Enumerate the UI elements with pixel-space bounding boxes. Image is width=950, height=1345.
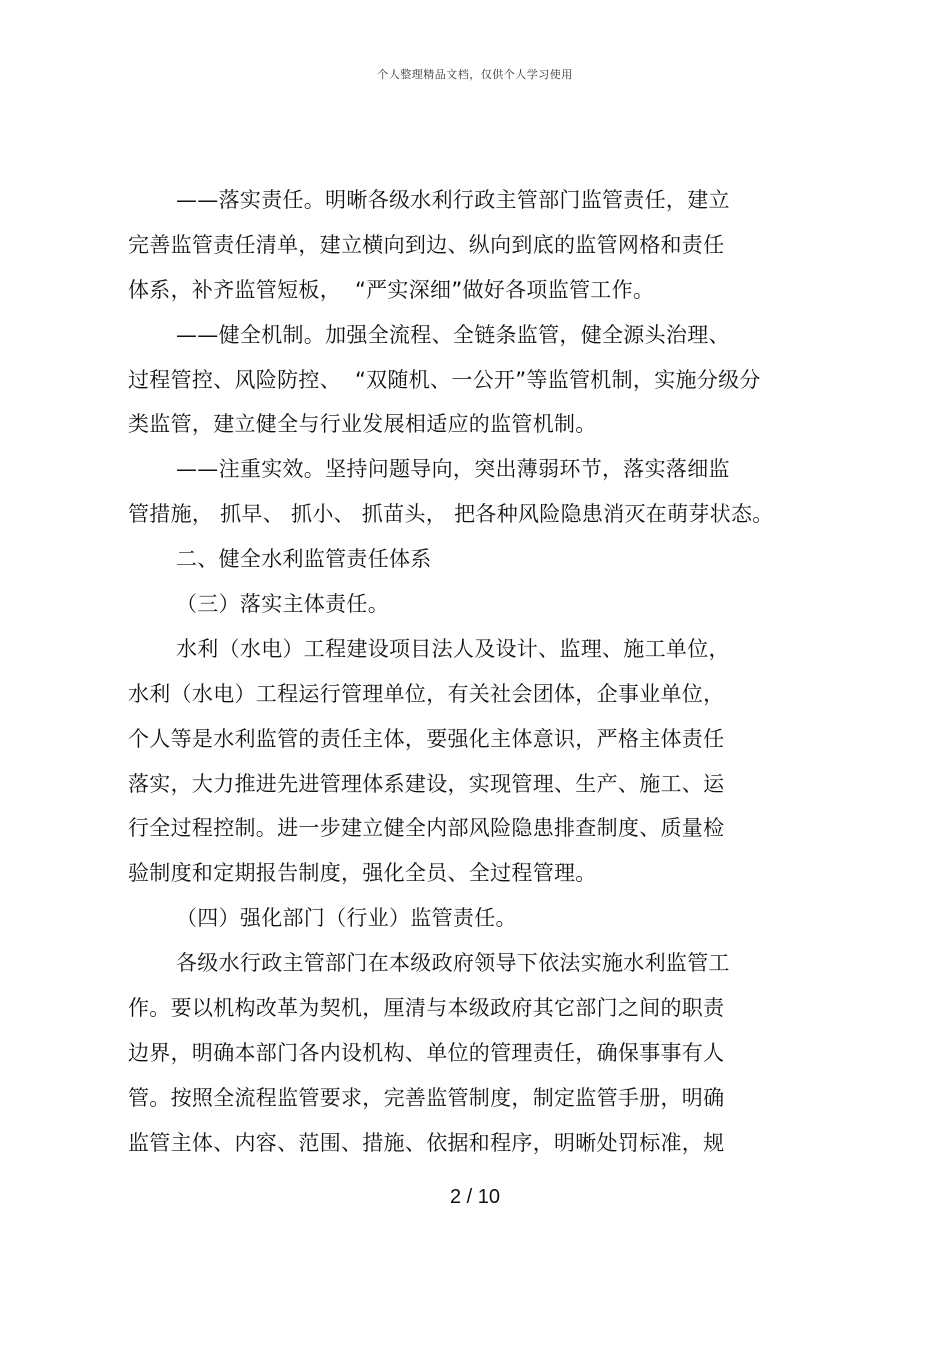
- paragraph-line: 行全过程控制。进一步建立健全内部风险隐患排查制度、质量检: [128, 816, 725, 841]
- document-body: [128, 178, 828, 1166]
- paragraph-line: 管。按照全流程监管要求，完善监管制度，制定监管手册，明确: [128, 1085, 725, 1110]
- paragraph-line: 完善监管责任清单，建立横向到边、纵向到底的监管网格和责任: [128, 232, 725, 257]
- paragraph-line: 监管主体、内容、范围、措施、依据和程序，明晰处罚标准，规: [128, 1130, 725, 1155]
- paragraph-line: 水利（水电）工程运行管理单位，有关社会团体，企事业单位，: [128, 681, 725, 706]
- paragraph-line: ——健全机制。加强全流程、全链条监管，健全源头治理、: [176, 322, 730, 347]
- subsection-heading: （三）落实主体责任。: [176, 592, 389, 617]
- paragraph-line: 边界，明确本部门各内设机构、单位的管理责任，确保事事有人: [128, 1040, 725, 1065]
- paragraph-line: 落实，大力推进先进管理体系建设，实现管理、生产、施工、运: [128, 771, 725, 796]
- paragraph-line: 水利（水电）工程建设项目法人及设计、监理、施工单位，: [176, 636, 730, 661]
- page-number: 2 / 10: [449, 1186, 501, 1208]
- paragraph-line: 个人等是水利监管的责任主体，要强化主体意识，严格主体责任: [128, 726, 725, 751]
- paragraph-line: 作。要以机构改革为契机，厘清与本级政府其它部门之间的职责: [128, 996, 725, 1021]
- paragraph-line: 体系，补齐监管短板， “严实深细”做好各项监管工作。: [128, 277, 655, 302]
- subsection-heading: （四）强化部门（行业）监管责任。: [176, 906, 517, 931]
- paragraph-line: ——落实责任。明晰各级水利行政主管部门监管责任，建立: [176, 188, 730, 212]
- paragraph-line: 过程管控、风险防控、 “双随机、一公开”等监管机制，实施分级分: [128, 367, 761, 392]
- section-heading: 二、健全水利监管责任体系: [176, 547, 432, 572]
- paragraph-line: 各级水行政主管部门在本级政府领导下依法实施水利监管工: [176, 951, 730, 976]
- paragraph-line: 类监管，建立健全与行业发展相适应的监管机制。: [128, 412, 597, 437]
- paragraph-line: ——注重实效。坚持问题导向，突出薄弱环节，落实落细监: [176, 457, 730, 482]
- paragraph-line: 验制度和定期报告制度，强化全员、全过程管理。: [128, 861, 597, 886]
- page-header: 个人整理精品文档，仅供个人学习使用: [377, 68, 573, 81]
- paragraph-line: 管措施， 抓早、 抓小、 抓苗头， 把各种风险隐患消灭在萌芽状态。: [128, 502, 774, 527]
